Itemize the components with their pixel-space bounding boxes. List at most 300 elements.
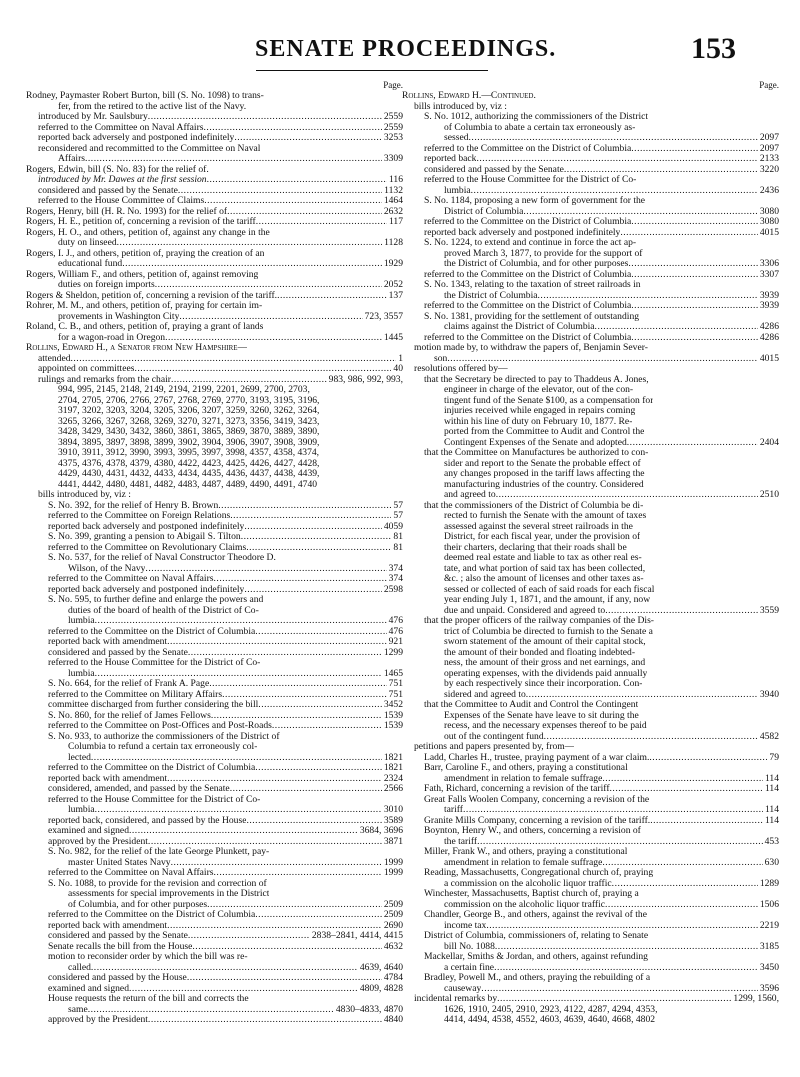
index-line <box>26 448 403 459</box>
leader-dots <box>526 690 758 701</box>
entry-text: sworn statement of the amount of their capital stock, <box>444 637 646 647</box>
page-ref: 3452 <box>383 699 403 710</box>
entry-text: examined and signed <box>48 826 129 836</box>
leader-dots <box>148 1015 382 1026</box>
page-ref: 1539 <box>383 720 403 731</box>
page-ref: 79 <box>769 751 779 763</box>
page-ref: 751 <box>388 678 403 689</box>
index-line <box>402 406 779 417</box>
index-line <box>402 721 779 732</box>
entry-text: recess, and the necessary expenses thereof to be paid <box>444 721 647 731</box>
entry-text: due and unpaid. Considered and agreed to <box>444 605 606 616</box>
entry-text: S. No. 982, for the relief of the late George Plunkett, pay- <box>48 847 270 857</box>
leader-dots <box>244 522 381 533</box>
index-line <box>402 679 779 690</box>
index-line <box>402 606 779 617</box>
page-ref: 4059 <box>383 520 403 532</box>
entry-text: bills introduced by, viz : <box>414 101 507 112</box>
index-line <box>402 438 779 449</box>
leader-dots <box>481 984 758 995</box>
entry-text: causeway <box>444 983 482 994</box>
page-ref: 4830–4833, 4870 <box>335 1003 403 1015</box>
page-ref: 114 <box>764 783 779 794</box>
index-line <box>26 763 403 774</box>
leader-dots <box>244 585 381 596</box>
entry-text: proved March 3, 1877, to provide for the support of <box>444 248 643 259</box>
index-line <box>402 669 779 680</box>
running-title: SENATE PROCEEDINGS. <box>255 36 557 62</box>
index-line <box>402 112 779 123</box>
leader-dots <box>627 438 758 449</box>
entry-text: 4429, 4430, 4431, 4432, 4433, 4434, 4435, 4436, 4437, 4438, 4439, <box>58 469 320 479</box>
leader-dots <box>207 900 382 911</box>
leader-dots <box>71 354 397 365</box>
index-line <box>26 490 403 501</box>
entry-text: Granite Mills Company, concerning a revision of the tariff. <box>424 815 651 826</box>
entry-text: 4414, 4494, 4538, 4552, 4603, 4639, 4640, 4668, 4802 <box>444 1015 656 1025</box>
leader-dots <box>230 511 391 522</box>
entry-text: referred to the Committee on the District of Columbia <box>424 269 632 280</box>
entry-text: referred to the Committee on Naval Affairs <box>38 122 204 133</box>
entry-text: sessed <box>444 133 469 143</box>
page-ref: 2324 <box>383 772 403 784</box>
entry-text: within his line of duty on February 10, 1877. Re- <box>444 416 633 427</box>
index-line <box>402 312 779 323</box>
index-line <box>402 921 779 932</box>
entry-text: Rogers, H. O., and others, petition of, against any change in the <box>26 227 270 238</box>
index-line <box>402 753 779 764</box>
leader-dots <box>272 721 382 732</box>
page-ref: 57 <box>393 499 403 511</box>
page-ref: 2559 <box>383 111 403 122</box>
page-ref: 4286 <box>759 331 779 343</box>
page-ref: 2052 <box>383 279 403 290</box>
page-number: 153 <box>691 32 736 65</box>
entry-text: 3894, 3895, 3897, 3898, 3899, 3902, 3904, 3906, 3907, 3908, 3909, <box>58 437 320 448</box>
index-line <box>402 700 779 711</box>
leader-dots <box>209 679 386 690</box>
index-line <box>26 259 403 270</box>
index-line <box>26 574 403 585</box>
entry-text: assessments for special improvements in the District <box>68 889 270 899</box>
page-ref: 476 <box>388 615 403 626</box>
index-line <box>402 322 779 333</box>
leader-dots <box>95 616 387 627</box>
entry-text: S. No. 537, for the relief of Naval Constructor Theodore D. <box>48 553 276 563</box>
leader-dots <box>234 133 381 144</box>
index-line <box>26 973 403 984</box>
page-ref: 983, 986, 992, 993, <box>328 373 403 385</box>
index-line <box>402 595 779 606</box>
page-ref: 3080 <box>759 205 779 217</box>
leader-dots <box>117 238 383 249</box>
page-ref: 1999 <box>383 856 403 868</box>
entry-text: Rollins, Edward H.—Continued. <box>402 91 536 101</box>
index-line <box>26 753 403 764</box>
index-line <box>402 207 779 218</box>
index-line <box>402 574 779 585</box>
page-ref: 2097 <box>759 132 779 143</box>
leader-dots <box>218 501 391 512</box>
page-ref: 1 <box>398 352 403 364</box>
index-line <box>26 459 403 470</box>
page-ref: 40 <box>393 363 403 374</box>
entry-text: Mackellar, Smiths & Jordan, and others, against refunding <box>424 952 648 962</box>
index-line <box>26 186 403 197</box>
entry-text: claims against the District of Columbia <box>444 322 595 332</box>
title-rule <box>256 70 488 71</box>
entry-text: the tariff <box>444 836 478 847</box>
page-ref: 3684, 3696 <box>359 825 403 836</box>
index-line <box>26 816 403 827</box>
page-ref: 921 <box>388 636 403 647</box>
page-ref: 1999 <box>383 867 403 878</box>
index-line <box>402 543 779 554</box>
index-line <box>26 375 403 386</box>
entry-text: Rohrer, M. M., and others, petition of, praying for certain im- <box>26 301 263 311</box>
index-line <box>26 952 403 963</box>
entry-text: S. No. 1184, proposing a new form of government for the <box>424 196 646 206</box>
index-line <box>26 648 403 659</box>
leader-dots <box>605 900 758 911</box>
index-line <box>402 910 779 921</box>
page-ref: 114 <box>764 772 779 784</box>
index-line <box>402 333 779 344</box>
page-ref: 374 <box>388 562 403 574</box>
entry-text: injuries received while engaged in repairs coming <box>444 406 636 416</box>
entry-text: Rogers, William F., and others, petition of, against removing <box>26 269 259 280</box>
index-line <box>402 469 779 480</box>
index-line <box>26 637 403 648</box>
page-ref: 3253 <box>383 132 403 143</box>
page-ref: 1299 <box>383 646 403 658</box>
leader-dots <box>631 270 758 281</box>
index-line <box>26 805 403 816</box>
leader-dots <box>171 858 382 869</box>
page-ref: 3940 <box>759 688 779 700</box>
entry-text: referred to the House Committee for the District of Co- <box>48 658 261 668</box>
index-line <box>26 1005 403 1016</box>
index-line <box>26 774 403 785</box>
right-page-heading: Page. <box>759 80 779 90</box>
entry-text: referred to the Committee on the District of Columbia <box>424 143 632 154</box>
leader-dots <box>255 627 386 638</box>
index-line <box>26 238 403 249</box>
entry-text: 3910, 3911, 3912, 3990, 3993, 3995, 3997, 3998, 4357, 4358, 4374, <box>58 448 320 458</box>
entry-text: 2704, 2705, 2706, 2766, 2767, 2768, 2769, 2770, 3193, 3195, 3196, <box>58 395 320 406</box>
entry-text: committee discharged from further considering the bill <box>48 700 259 710</box>
entry-text: engineer in charge of the elevator, out of the con- <box>444 385 634 395</box>
entry-text: operating expenses, with the dividends paid annually <box>444 668 648 679</box>
index-line <box>402 616 779 627</box>
leader-dots <box>277 291 387 302</box>
entry-text: referred to the Committee on the District of Columbia <box>48 626 256 637</box>
index-line <box>402 154 779 165</box>
leader-dots <box>167 774 382 785</box>
page-ref: 3939 <box>759 289 779 301</box>
index-line <box>402 553 779 564</box>
entry-text: Contingent Expenses of the Senate and adopted <box>444 437 627 448</box>
entry-text: referred to the House Committee for the District of Co- <box>48 794 261 805</box>
entry-text: provements in Washington City <box>58 311 180 322</box>
page-ref: 3596 <box>759 982 779 994</box>
page-ref: 1299, 1560, <box>733 993 779 1004</box>
leader-dots <box>214 574 387 585</box>
page-ref: 4286 <box>759 321 779 332</box>
index-line <box>402 795 779 806</box>
index-line <box>26 606 403 617</box>
entry-text: son <box>434 353 448 364</box>
index-line <box>402 648 779 659</box>
leader-dots <box>129 826 358 837</box>
entry-text: commission on the alcoholic liquor traffic <box>444 899 606 910</box>
leader-dots <box>631 144 758 155</box>
page-ref: 3939 <box>759 300 779 311</box>
index-line <box>402 564 779 575</box>
entry-text: referred to the Committee on Post-Offices and Post-Roads <box>48 721 272 731</box>
entry-text: resolutions offered by— <box>414 364 508 374</box>
index-line <box>402 480 779 491</box>
entry-text: House requests the return of the bill and corrects the <box>48 994 249 1004</box>
entry-text: master United States Navy <box>68 857 171 868</box>
leader-dots <box>91 963 358 974</box>
index-line <box>26 154 403 165</box>
index-line <box>26 784 403 795</box>
entry-text: year ending July 1, 1871, and the amount, if any, now <box>444 595 651 605</box>
leader-dots <box>171 375 327 386</box>
entry-text: reported back with amendment <box>48 920 168 931</box>
page-ref: 2632 <box>383 205 403 217</box>
index-line <box>26 480 403 491</box>
index-line <box>26 196 403 207</box>
entry-text: Winchester, Massachusetts, Baptist church of, praying a <box>424 889 639 899</box>
index-line <box>26 291 403 302</box>
index-line <box>26 889 403 900</box>
page-header <box>0 32 800 76</box>
leader-dots <box>145 564 386 575</box>
entry-text: S. No. 1343, relating to the taxation of street railroads in <box>424 280 641 290</box>
index-line <box>402 427 779 438</box>
leader-dots <box>187 973 382 984</box>
entry-text: income tax <box>444 920 487 931</box>
index-line <box>402 858 779 869</box>
leader-dots <box>610 784 763 795</box>
entry-text: S. No. 664, for the relief of Frank A. Page <box>48 679 210 689</box>
leader-dots <box>179 312 362 323</box>
page-ref: 2566 <box>383 783 403 794</box>
entry-text: S. No. 399, granting a pension to Abigail S. Tilton <box>48 532 241 542</box>
page-ref: 2133 <box>759 153 779 164</box>
index-line <box>26 217 403 228</box>
left-index-entries <box>26 91 403 1026</box>
index-line <box>402 931 779 942</box>
leader-dots <box>538 291 758 302</box>
index-line <box>402 816 779 827</box>
entry-text: reported back adversely and postponed indefinitely <box>424 227 621 238</box>
entry-text: tariff <box>444 805 464 815</box>
index-line <box>402 270 779 281</box>
page-ref: 81 <box>393 541 403 553</box>
index-line <box>402 889 779 900</box>
page-ref: 3559 <box>759 604 779 616</box>
leader-dots <box>605 606 758 617</box>
index-line <box>26 1015 403 1026</box>
index-line <box>402 123 779 134</box>
index-line <box>26 742 403 753</box>
page-ref: 2598 <box>383 583 403 595</box>
entry-text: S. No. 595, to further define and enlarge the powers and <box>48 595 264 605</box>
entry-text: of Columbia to abate a certain tax erroneously as- <box>444 122 636 133</box>
entry-text: attended <box>38 353 71 364</box>
leader-dots <box>628 259 757 270</box>
index-line <box>402 711 779 722</box>
leader-dots <box>258 700 382 711</box>
page-ref: 3010 <box>383 804 403 815</box>
leader-dots <box>523 207 757 218</box>
leader-dots <box>469 133 758 144</box>
index-line <box>26 165 403 176</box>
page-ref: 3450 <box>759 961 779 973</box>
index-line <box>402 585 779 596</box>
index-line <box>26 931 403 942</box>
index-line <box>402 259 779 270</box>
index-line <box>402 501 779 512</box>
entry-text: S. No. 1224, to extend and continue in force the act ap- <box>424 238 637 248</box>
index-line <box>402 133 779 144</box>
leader-dots <box>134 364 391 375</box>
entry-text: reported back with amendment <box>48 773 168 784</box>
index-line <box>402 165 779 176</box>
entry-text: Affairs <box>58 154 85 164</box>
entry-text: 4375, 4376, 4378, 4379, 4380, 4422, 4423, 4425, 4426, 4427, 4428, <box>58 458 320 469</box>
index-line <box>402 175 779 186</box>
page-ref: 116 <box>388 174 403 185</box>
entry-text: called <box>68 962 91 973</box>
entry-text: and agreed to <box>444 490 496 500</box>
index-line <box>402 186 779 197</box>
entry-text: that the proper officers of the railway companies of the Dis- <box>424 616 654 626</box>
page-ref: 3080 <box>759 216 779 227</box>
page-ref: 4809, 4828 <box>359 982 403 994</box>
index-line <box>402 354 779 365</box>
leader-dots <box>165 333 382 344</box>
entry-text: Rogers, Henry, bill (H. R. No. 1993) for the relief of <box>26 206 228 217</box>
page-ref: 2097 <box>759 142 779 154</box>
entry-text: referred to the Committee on the District of Columbia <box>48 910 256 920</box>
leader-dots <box>167 637 387 648</box>
index-line <box>402 942 779 953</box>
leader-dots <box>192 942 381 953</box>
index-line <box>402 343 779 354</box>
left-page-heading: Page. <box>383 80 403 90</box>
entry-text: Boynton, Henry W., and others, concerning a revision of <box>424 826 641 836</box>
index-line <box>402 511 779 522</box>
entry-text: motion made by, to withdraw the papers of, Benjamin Sever- <box>414 343 648 353</box>
page-ref: 374 <box>388 573 403 584</box>
entry-text: trict of Columbia be directed to furnish to the Senate a <box>444 626 653 637</box>
leader-dots <box>564 165 758 176</box>
leader-dots <box>631 333 758 344</box>
leader-dots <box>476 154 757 165</box>
entry-text: same <box>68 1004 88 1015</box>
entry-text: &c. ; also the amount of licenses and other taxes as- <box>444 574 644 584</box>
page-ref: 723, 3557 <box>364 310 403 322</box>
entry-text: amendment in relation to female suffrage <box>444 857 603 868</box>
page-ref: 2509 <box>383 898 403 910</box>
entry-text: S. No. 1381, providing for the settlement of outstanding <box>424 311 640 322</box>
page-ref: 117 <box>388 216 403 227</box>
page-ref: 1465 <box>383 667 403 679</box>
entry-text: referred to the Committee on the District of Columbia <box>424 332 632 343</box>
index-line <box>26 301 403 312</box>
page-ref: 1929 <box>383 258 403 269</box>
entry-text: Rollins, Edward H., a Senator from New Hampshire— <box>26 343 248 353</box>
entry-text: Rogers, Edwin, bill (S. No. 83) for the relief of. <box>26 164 209 175</box>
entry-text: sidered and agreed to <box>444 689 526 700</box>
index-line <box>402 396 779 407</box>
index-line <box>26 406 403 417</box>
page-ref: 1821 <box>383 762 403 773</box>
entry-text: for a wagon-road in Oregon <box>58 332 166 343</box>
entry-text: assessed against the several street railroads in the <box>444 521 633 532</box>
entry-text: District of Columbia <box>444 206 524 217</box>
index-line <box>26 280 403 291</box>
index-line <box>402 448 779 459</box>
entry-text: sider and report to the Senate the probable effect of <box>444 458 641 469</box>
index-line <box>26 795 403 806</box>
entry-text: Rodney, Paymaster Robert Burton, bill (S. No. 1098) to trans- <box>26 91 264 101</box>
index-line <box>402 637 779 648</box>
entry-text: rulings and remarks from the chair <box>38 374 171 385</box>
index-line <box>26 711 403 722</box>
entry-text: ness, the amount of their gross and net earnings, and <box>444 658 646 668</box>
entry-text: lumbia <box>68 805 95 815</box>
index-line <box>402 973 779 984</box>
index-line <box>26 427 403 438</box>
index-line <box>402 963 779 974</box>
index-line <box>26 984 403 995</box>
index-line <box>402 459 779 470</box>
entry-text: S. No. 392, for the relief of Henry B. Brown <box>48 500 219 511</box>
leader-dots <box>227 207 382 218</box>
page-ref: 2509 <box>383 909 403 920</box>
index-line <box>402 774 779 785</box>
page-ref: 4632 <box>383 940 403 952</box>
leader-dots <box>447 354 757 365</box>
entry-text: Ladd, Charles H., trustee, praying payment of a war claim. <box>424 752 650 763</box>
page-ref: 2404 <box>759 436 779 448</box>
entry-text: Rogers, I. J., and others, petition of, praying the creation of an <box>26 248 265 259</box>
entry-text: referred to the Committee on Military Affairs <box>48 689 223 700</box>
entry-text: considered and passed by the Senate <box>424 164 564 175</box>
index-line <box>26 553 403 564</box>
entry-text: reported back with amendment <box>48 637 168 647</box>
entry-text: Columbia to refund a certain tax erroneously col- <box>68 742 258 752</box>
entry-text: tate, and what portion of said tax has been collected, <box>444 563 646 574</box>
entry-text: considered and passed by the Senate <box>48 931 188 941</box>
page-ref: 114 <box>764 814 779 826</box>
page-ref: 1506 <box>759 898 779 910</box>
index-line <box>402 952 779 963</box>
leader-dots <box>95 805 382 816</box>
page-ref: 4582 <box>759 730 779 742</box>
index-line <box>26 343 403 354</box>
index-line <box>26 942 403 953</box>
entry-text: reported back <box>424 154 477 164</box>
entry-text: bills introduced by, viz : <box>38 490 131 500</box>
entry-text: Barr, Caroline F., and others, praying a constitutional <box>424 763 628 773</box>
entry-text: deemed real estate and liable to tax as other real es- <box>444 553 642 563</box>
